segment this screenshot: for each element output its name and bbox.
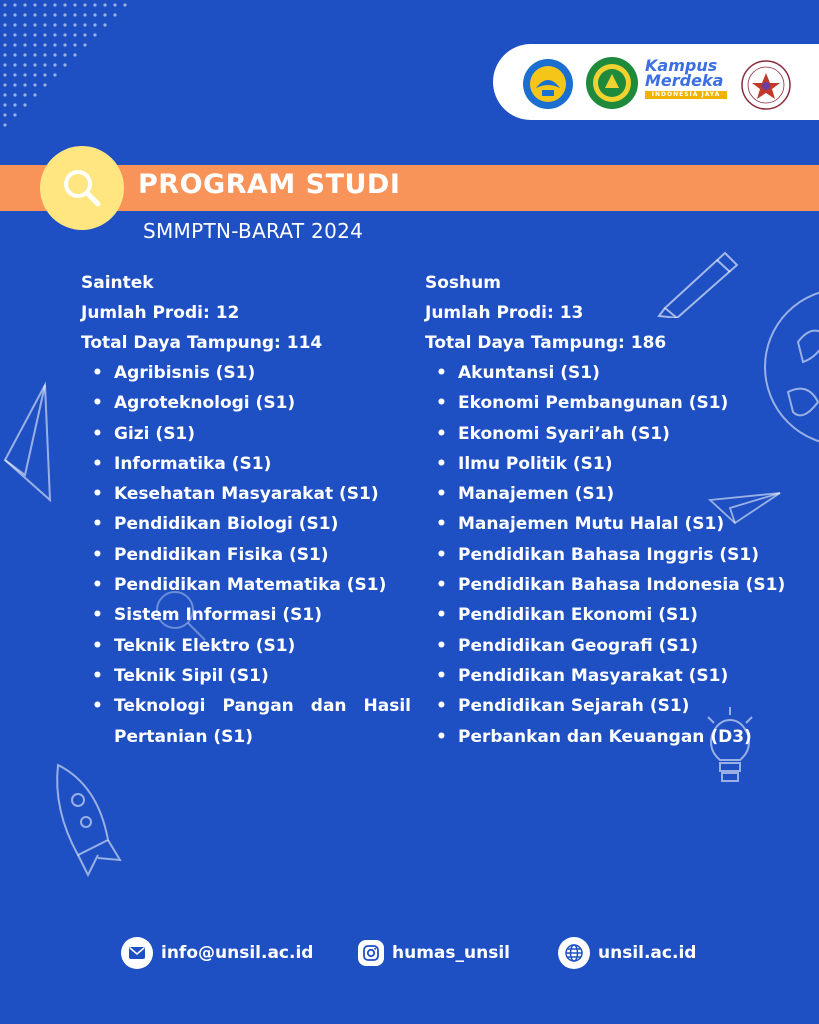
list-item: • Pendidikan Biologi (S1) [81,509,411,539]
dot-pattern-decoration [0,0,130,130]
globe-icon [558,937,590,969]
soshum-program-list [425,358,815,752]
footer-instagram[interactable] [358,936,510,970]
kampus-logo-tag: INDONESIA JAYA [645,91,727,99]
page-title: PROGRAM STUDI [138,169,401,200]
list-item: • Ekonomi Pembangunan (S1) [425,388,815,418]
smmptn-barat-logo [740,59,792,111]
list-item: • Gizi (S1) [81,419,411,449]
list-item: • Kesehatan Masyarakat (S1) [81,479,411,509]
search-icon [40,146,124,230]
list-item: • Informatika (S1) [81,449,411,479]
list-item: • Pendidikan Sejarah (S1) [425,691,815,721]
list-item: • Manajemen Mutu Halal (S1) [425,509,815,539]
page-subtitle: SMMPTN-BARAT 2024 [143,219,364,243]
footer-website[interactable] [558,936,696,970]
list-item: • Teknologi Pangan dan Hasil Pertanian (S1) [81,691,411,752]
list-item: • Pendidikan Ekonomi (S1) [425,600,815,630]
unsil-logo [585,56,639,110]
kampus-merdeka-logo [645,58,735,99]
list-item: • Teknik Elektro (S1) [81,631,411,661]
list-item: • Pendidikan Bahasa Inggris (S1) [425,540,815,570]
saintek-column [81,268,411,752]
soshum-total-daya-tampung: Total Daya Tampung: 186 [425,333,667,353]
list-item: • Ilmu Politik (S1) [425,449,815,479]
list-item: • Agribisnis (S1) [81,358,411,388]
list-item: • Pendidikan Bahasa Indonesia (S1) [425,570,815,600]
kampus-logo-line2: Merdeka [645,71,724,90]
list-item: • Sistem Informasi (S1) [81,600,411,630]
saintek-total-daya-tampung: Total Daya Tampung: 114 [81,333,323,353]
list-item: • Pendidikan Matematika (S1) [81,570,411,600]
list-item: • Teknik Sipil (S1) [81,661,411,691]
soshum-column [425,268,815,752]
list-item: • Pendidikan Fisika (S1) [81,540,411,570]
list-item: • Pendidikan Masyarakat (S1) [425,661,815,691]
search-circle [40,146,124,230]
list-item: • Pendidikan Geografi (S1) [425,631,815,661]
list-item: • Agroteknologi (S1) [81,388,411,418]
kampus-logo-line1: Kampus [645,56,718,75]
list-item: • Perbankan dan Keuangan (D3) [425,722,815,752]
soshum-jumlah-prodi: Jumlah Prodi: 13 [425,303,584,323]
footer-email[interactable] [121,936,313,970]
list-item: • Manajemen (S1) [425,479,815,509]
saintek-jumlah-prodi: Jumlah Prodi: 12 [81,303,240,323]
rocket-decoration [38,760,128,880]
list-item: • Ekonomi Syari’ah (S1) [425,419,815,449]
footer-website-text[interactable]: unsil.ac.id [598,943,697,963]
instagram-icon [358,940,384,966]
footer-email-text[interactable]: info@unsil.ac.id [161,943,314,963]
saintek-program-list [81,358,411,752]
footer-instagram-text[interactable]: humas_unsil [392,943,510,963]
saintek-heading: Saintek [81,273,154,293]
email-icon [121,937,153,969]
kemendikbud-logo [522,58,574,110]
list-item: • Akuntansi (S1) [425,358,815,388]
soshum-heading: Soshum [425,273,501,293]
paper-plane-decoration [0,380,60,510]
